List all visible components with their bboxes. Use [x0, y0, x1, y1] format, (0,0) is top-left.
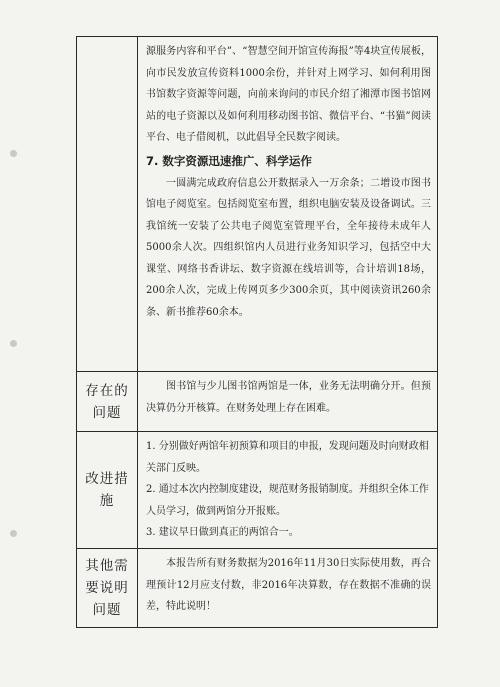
continuation-paragraph: 源服务内容和平台”、“智慧空间开馆宣传海报”等4块宣传展板，向市民发放宣传资料1000余份，并针对上网学习、如何利用图书馆数字资源等问题，向前来询问的市民介绍了湘潭市图书馆网站的电子资源以及如何利用移动图书馆、微信平台、“书猫”阅读平台、电子借阅机，以此倡导全民数字阅读。	[146, 46, 431, 143]
improvement-item-3: 3. 建议早日做到真正的两馆合一。	[146, 527, 299, 538]
punch-hole	[10, 150, 17, 157]
punch-hole	[10, 530, 17, 537]
row-other-notes	[77, 549, 438, 628]
section-heading: 7. 数字资源迅速推广、科学运作	[146, 153, 312, 168]
row-improvements	[77, 432, 438, 549]
other-notes-label: 其他需要说明问题	[77, 549, 138, 628]
digital-resources-paragraph: 一圆满完成政府信息公开数据录入一万余条；二增设市图书馆电子阅览室。包括阅览室布置，组织电脑安装及设备调试。三我馆统一安装了公共电子阅览室管理平台，全年接待未成年人5000余人次。四组织馆内人员进行业务知识学习，包括空中大课堂、网络书香讲坛、数字资源在线培训等，合计培训18场，200余人次，完成上传网页多少300余页，其中阅读资讯260余条、新书推荐60余本。	[146, 177, 431, 318]
report-table	[76, 36, 438, 628]
row-section-continuation	[77, 37, 438, 372]
issues-label: 存在的问题	[77, 372, 138, 432]
improvement-item-2: 2. 通过本次内控制度建设，规范财务报销制度。并组织全体工作人员学习，做到两馆分开报账。	[146, 484, 429, 517]
improvements-label: 改进措施	[77, 432, 138, 549]
row-issues	[77, 372, 438, 432]
issues-text: 图书馆与少儿图书馆两馆是一体，业务无法明确分开。但预决算仍分开核算。在财务处理上存在困难。	[146, 381, 431, 414]
improvement-item-1: 1. 分别做好两馆年初预算和项目的申报，发现问题及时向财政相关部门反映。	[146, 441, 429, 474]
section-content-cell	[138, 37, 438, 372]
other-notes-text: 本报告所有财务数据为2016年11月30日实际使用数，再合理预计12月应支付数，非2016年决算数，存在数据不准确的误差，特此说明！	[146, 558, 431, 612]
empty-label-cell	[77, 37, 138, 372]
issues-content-cell	[138, 372, 438, 432]
punch-hole	[10, 340, 17, 347]
improvements-content-cell	[138, 432, 438, 549]
other-notes-content-cell	[138, 549, 438, 628]
